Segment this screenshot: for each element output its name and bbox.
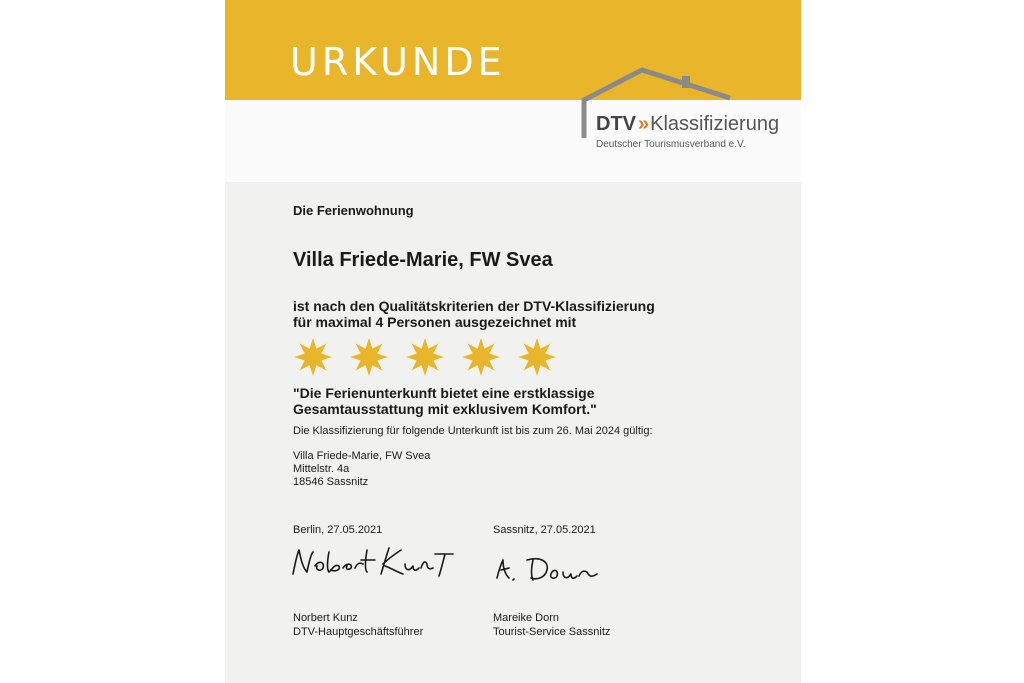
address-line-2: Mittelstr. 4a bbox=[293, 463, 350, 475]
signer-name-right: Mareike Dorn bbox=[493, 612, 560, 624]
property-type: Die Ferienwohnung bbox=[293, 203, 414, 218]
criteria-line-1: ist nach den Qualitätskriterien der DTV-Klassifizierung bbox=[293, 298, 655, 314]
address-line-1: Villa Friede-Marie, FW Svea bbox=[293, 450, 431, 462]
property-name: Villa Friede-Marie, FW Svea bbox=[293, 249, 553, 271]
logo-brand: DTV bbox=[596, 113, 636, 135]
quote-line-1: "Die Ferienunterkunft bietet eine erstklassige bbox=[293, 385, 595, 401]
star-icon bbox=[461, 337, 501, 377]
address-line-3: 18546 Sassnitz bbox=[293, 476, 369, 488]
place-date-right: Sassnitz, 27.05.2021 bbox=[493, 524, 596, 536]
signature-left bbox=[285, 540, 465, 582]
chevron-icon: » bbox=[638, 113, 647, 135]
quote-line-2: Gesamtausstattung mit exklusivem Komfort." bbox=[293, 401, 597, 417]
criteria-line-2: für maximal 4 Personen ausgezeichnet mit bbox=[293, 314, 577, 330]
logo-subtitle: Deutscher Tourismusverband e.V. bbox=[596, 139, 746, 150]
signature-right bbox=[487, 548, 607, 588]
star-icon bbox=[349, 337, 389, 377]
star-icon bbox=[293, 337, 333, 377]
signer-name-left: Norbert Kunz bbox=[293, 612, 358, 624]
logo-name: Klassifizierung bbox=[650, 113, 780, 135]
signer-role-left: DTV-Hauptgeschäftsführer bbox=[293, 626, 424, 638]
star-icon bbox=[405, 337, 445, 377]
validity-statement: Die Klassifizierung für folgende Unterkunft ist bis zum 26. Mai 2024 gültig: bbox=[293, 425, 653, 437]
certificate bbox=[225, 0, 801, 683]
star-rating bbox=[293, 337, 557, 377]
signer-role-right: Tourist-Service Sassnitz bbox=[493, 626, 611, 638]
dtv-logo bbox=[596, 112, 779, 136]
place-date-left: Berlin, 27.05.2021 bbox=[293, 524, 383, 536]
star-icon bbox=[517, 337, 557, 377]
certificate-title: URKUNDE bbox=[290, 40, 506, 84]
